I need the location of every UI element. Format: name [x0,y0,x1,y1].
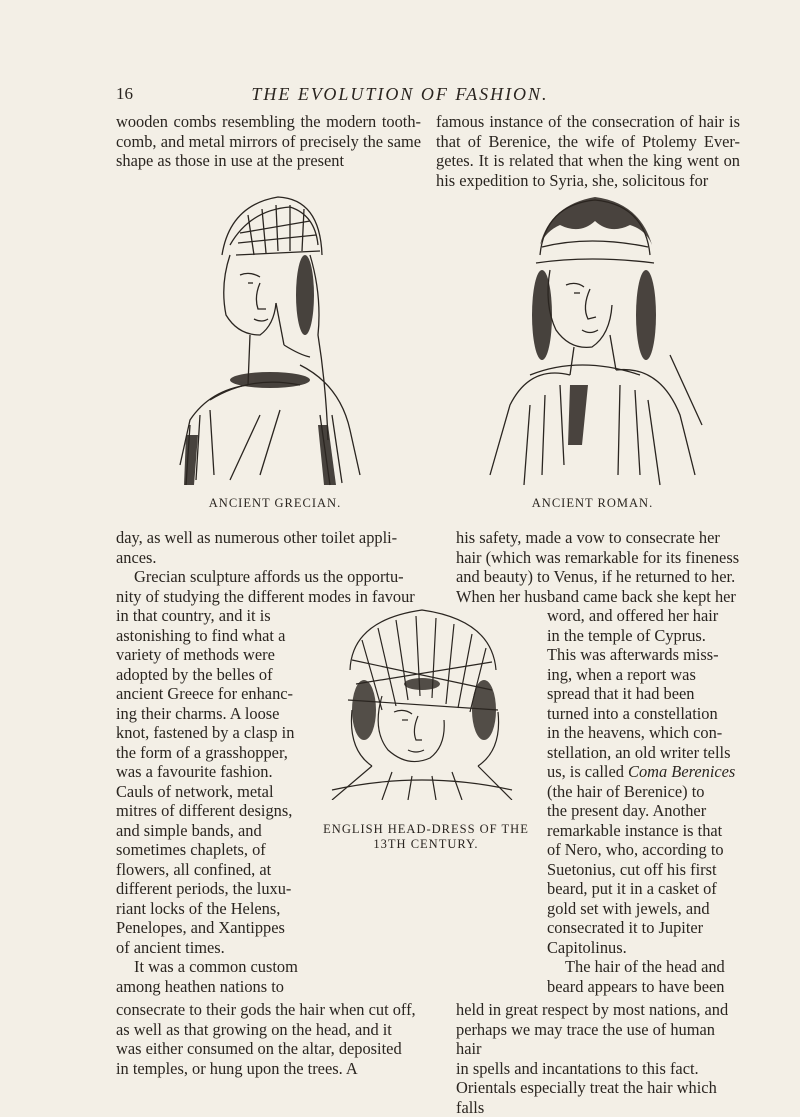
text-line: ing, when a report was [547,664,696,684]
text-line: adopted by the belles of [116,664,273,684]
text-line: Cauls of network, metal [116,781,274,801]
text-line: mitres of different designs, [116,801,293,820]
english-caption-line2: 13TH CENTURY. [373,837,479,851]
grecian-head-engraving [150,185,400,490]
text-line: in temples, or hung upon the trees. A [116,1058,358,1078]
right-column-bottom-lines [456,1000,742,1117]
text-fragment: us, is called [547,762,624,781]
text-line: day, as well as numerous other toilet appli- [116,528,398,547]
text-line: held in great respect by most nations, and [456,1000,729,1019]
english-headdress-illustration [312,600,540,800]
right-column-full-lines [456,528,742,606]
text-line: riant locks of the Helens, [116,898,281,918]
roman-caption: ANCIENT ROMAN. [531,496,654,510]
grecian-caption: ANCIENT GRECIAN. [208,496,342,510]
text-line: Grecian sculpture affords us the opportu- [134,567,404,586]
text-line: nity of studying the different modes in favour [116,586,415,606]
running-title: THE EVOLUTION OF FASHION. [251,84,549,104]
text-line: remarkable instance is that [547,820,723,840]
text-line [547,762,742,782]
text-line: his safety, made a vow to consecrate her [456,528,720,547]
text-line: ances. [116,547,157,567]
left-column-full-lines [116,528,428,606]
top-right-paragraph [436,112,740,190]
text-line: Penelopes, and Xantippes [116,918,285,937]
text-line: word, and offered her hair [547,606,719,625]
text-line: as well as that growing on the head, and it [116,1019,392,1039]
text-line: The hair of the head and [565,957,725,976]
roman-head-engraving [470,185,715,490]
text-line: flowers, all confined, at [116,859,272,879]
text-line: ancient Greece for enhanc- [116,684,293,703]
text-line: variety of methods were [116,645,275,664]
left-column-narrow-lines [116,606,312,996]
text-line: spread that it had been [547,684,695,703]
text-line: sometimes chaplets, of [116,840,266,859]
text-line: and simple bands, and [116,820,262,840]
top-left-text: wooden combs resembling the modern tooth-comb, and metal mirrors of precisely the same shape as those in use at the present [116,112,421,170]
top-right-text: famous instance of the consecration of hair is that of Berenice, the wife of Ptolemy Ever-getes. It is related that when the king went on his expedition to Syria, she, solicitous for [436,112,740,190]
text-line: It was a common custom [134,957,298,976]
text-line: in spells and incantations to this fact. [456,1058,699,1078]
english-caption [312,822,540,852]
english-headdress-engraving [312,600,540,800]
text-line: was a favourite fashion. [116,762,273,781]
text-line: gold set with jewels, and [547,898,710,918]
text-line: Capitolinus. [547,937,627,957]
text-line: of ancient times. [116,937,225,957]
text-line: hair (which was remarkable for its fineness [456,547,740,567]
text-line: of Nero, who, according to [547,840,724,859]
text-line: (the hair of Berenice) to [547,781,705,801]
text-line: When her husband came back she kept her [456,586,736,606]
running-head [0,84,800,108]
text-line: among heathen nations to [116,976,284,996]
text-line: beard appears to have been [547,976,725,996]
text-line: was either consumed on the altar, deposited [116,1039,402,1058]
top-left-paragraph [116,112,421,171]
text-line: consecrate to their gods the hair when cut off, [116,1000,416,1019]
text-line: different periods, the luxu- [116,879,292,898]
ancient-roman-illustration [470,185,715,490]
english-caption-line1: ENGLISH HEAD-DRESS OF THE [323,822,529,836]
coma-berenices-italic: Coma Berenices [628,762,736,781]
text-line: astonishing to find what a [116,625,286,645]
text-line: stellation, an old writer tells [547,742,731,762]
text-line: knot, fastened by a clasp in [116,723,295,742]
text-line: the present day. Another [547,801,707,820]
text-line: beard, put it in a casket of [547,879,717,898]
page-number: 16 [116,84,133,103]
text-line: This was afterwards miss- [547,645,719,664]
text-line: the form of a grasshopper, [116,742,288,762]
text-line: in that country, and it is [116,606,271,625]
text-line: turned into a constellation [547,703,718,723]
text-line: Orientals especially treat the hair which falls [456,1078,717,1117]
text-line: ing their charms. A loose [116,703,280,723]
text-line: in the heavens, which con- [547,723,723,742]
right-column-narrow-lines [547,606,742,996]
text-line: perhaps we may trace the use of human hair [456,1019,715,1058]
text-line: and beauty) to Venus, if he returned to her. [456,567,736,586]
ancient-grecian-illustration [150,185,400,490]
left-column-bottom-lines [116,1000,428,1078]
text-line: consecrated it to Jupiter [547,918,704,937]
text-line: Suetonius, cut off his first [547,859,717,879]
text-line: in the temple of Cyprus. [547,625,706,645]
